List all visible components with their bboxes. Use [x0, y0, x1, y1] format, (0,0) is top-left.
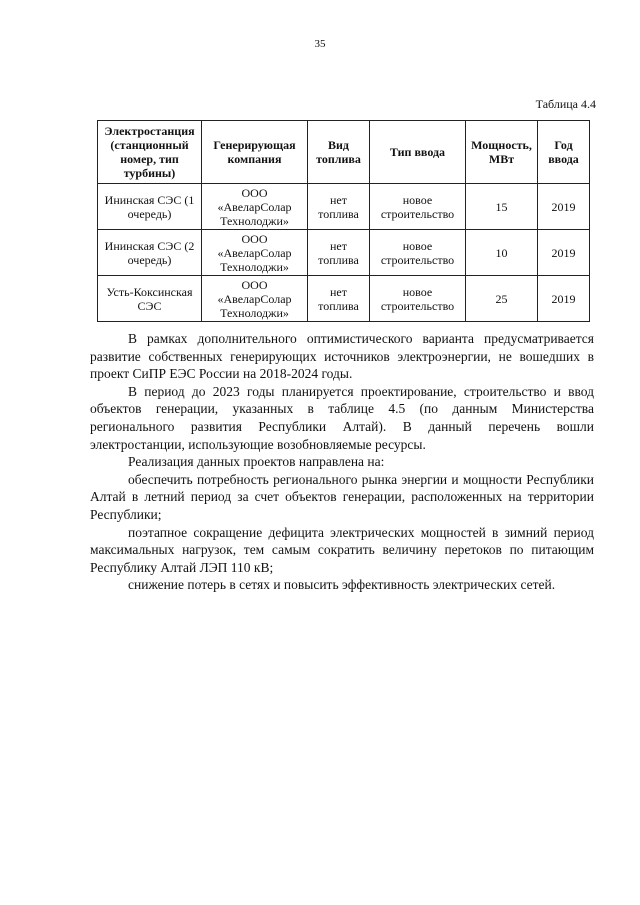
cell-company: ООО «АвеларСолар Технолоджи» [202, 276, 308, 322]
cell-fuel: нет топлива [308, 230, 370, 276]
header-year: Год ввода [538, 121, 590, 184]
table-header-row [98, 121, 590, 184]
table-caption: Таблица 4.4 [535, 97, 596, 111]
cell-input-type: новое строительство [370, 230, 466, 276]
table-row [98, 184, 590, 230]
cell-year: 2019 [538, 184, 590, 230]
paragraph: поэтапное сокращение дефицита электрических мощностей в зимний период максимальных нагрузок, тем самым сократить величину перетоков по питающим Республику Алтай ЛЭП 110 кВ; [90, 524, 594, 575]
cell-power: 25 [466, 276, 538, 322]
power-plants-table [97, 120, 590, 322]
cell-input-type: новое строительство [370, 184, 466, 230]
page-number: 35 [314, 38, 326, 50]
cell-input-type: новое строительство [370, 276, 466, 322]
header-power: Мощность, МВт [466, 121, 538, 184]
paragraph: снижение потерь в сетях и повысить эффективность электрических сетей. [128, 577, 556, 593]
cell-station: Ининская СЭС (1 очередь) [98, 184, 202, 230]
cell-fuel: нет топлива [308, 276, 370, 322]
cell-company: ООО «АвеларСолар Технолоджи» [202, 230, 308, 276]
body-text [90, 330, 594, 594]
paragraph: В рамках дополнительного оптимистического варианта предусматривается развитие собственных генерирующих источников электроэнергии, не вошедших в проект СиПР ЕЭС России на 2018-2024 годы. [90, 331, 594, 382]
paragraph: Реализация данных проектов направлена на: [128, 454, 385, 470]
paragraph: обеспечить потребность регионального рынка энергии и мощности Республики Алтай в летний период за счет объектов генерации, расположенных на территории Республики; [90, 471, 594, 522]
header-fuel: Вид топлива [308, 121, 370, 184]
cell-power: 15 [466, 184, 538, 230]
header-input-type: Тип ввода [370, 121, 466, 184]
header-station: Электростанция (станционный номер, тип турбины) [98, 121, 202, 184]
cell-station: Усть-Коксинская СЭС [98, 276, 202, 322]
cell-company: ООО «АвеларСолар Технолоджи» [202, 184, 308, 230]
cell-power: 10 [466, 230, 538, 276]
paragraph: В период до 2023 годы планируется проектирование, строительство и ввод объектов генерации, указанных в таблице 4.5 (по данным Министерства регионального развития Республики Алтай). В данный перечень вошли электростанции, использующие возобновляемые ресурсы. [90, 383, 594, 452]
cell-year: 2019 [538, 230, 590, 276]
cell-year: 2019 [538, 276, 590, 322]
header-company: Генерирующая компания [202, 121, 308, 184]
table-row [98, 276, 590, 322]
cell-station: Ининская СЭС (2 очередь) [98, 230, 202, 276]
table-row [98, 230, 590, 276]
cell-fuel: нет топлива [308, 184, 370, 230]
